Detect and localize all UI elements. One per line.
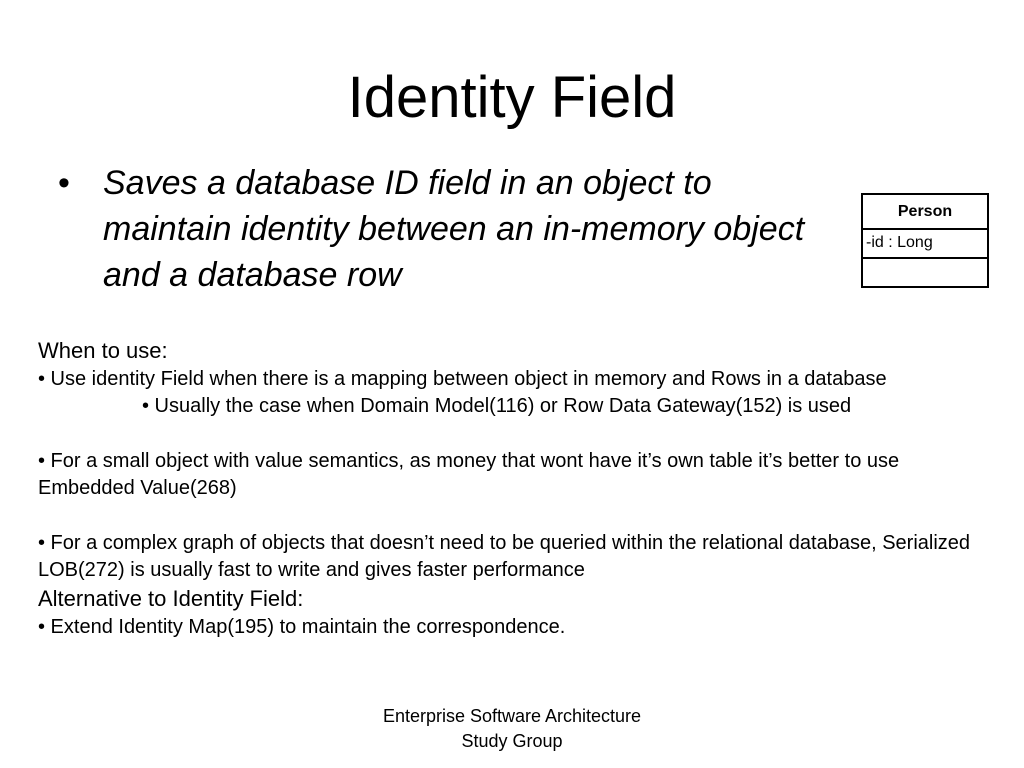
- when-to-use-heading: When to use:: [38, 338, 168, 363]
- body-text: [38, 336, 998, 641]
- uml-class-attribute: -id : Long: [863, 230, 987, 259]
- when-to-use-point-3: • For a complex graph of objects that doesn’t need to be queried within the relational database, Serialized LOB(272) is usually fast to write and gives faster performance: [38, 532, 971, 581]
- spacer: [38, 420, 998, 448]
- when-to-use-sub-point: • Usually the case when Domain Model(116) or Row Data Gateway(152) is used: [142, 395, 852, 417]
- alternative-heading: Alternative to Identity Field:: [38, 586, 304, 611]
- when-to-use-point-2: • For a small object with value semantics, as money that wont have it’s own table it’s better to use Embedded Value(268): [38, 450, 900, 499]
- main-bullet-text: Saves a database ID field in an object to maintain identity between an in-memory object and a database row: [103, 164, 805, 294]
- footer: [312, 704, 712, 754]
- slide-title: Identity Field: [347, 65, 677, 130]
- spacer: [38, 502, 998, 530]
- uml-class-diagram: [861, 193, 989, 288]
- main-bullet: [58, 160, 838, 298]
- footer-line-1: Enterprise Software Architecture: [382, 706, 642, 726]
- uml-class-operations: [863, 259, 987, 286]
- alternative-point: • Extend Identity Map(195) to maintain the correspondence.: [38, 616, 566, 638]
- when-to-use-point-1: • Use identity Field when there is a mapping between object in memory and Rows in a database: [38, 368, 887, 390]
- uml-class-name: Person: [863, 195, 987, 230]
- bullet-marker: •: [58, 164, 70, 202]
- footer-line-2: Study Group: [461, 731, 563, 751]
